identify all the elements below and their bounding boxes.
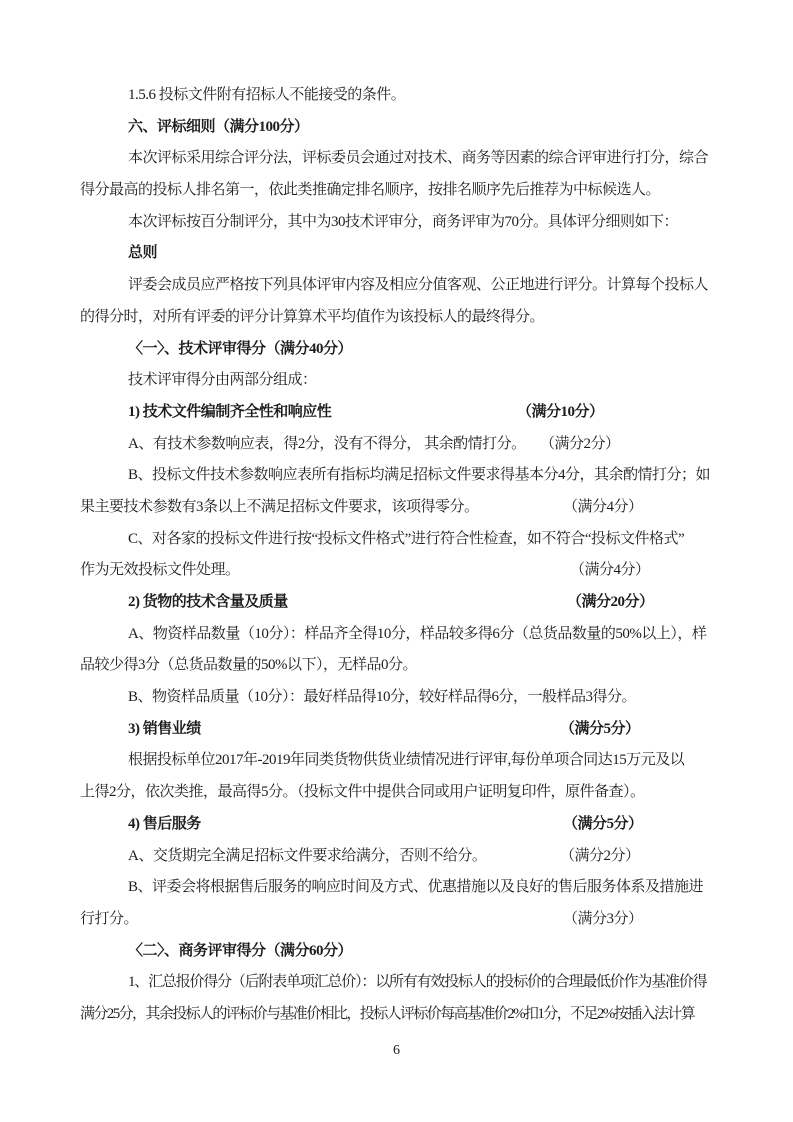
line-text: A、有技术参数响应表，得2分，没有不得分， 其余酌情打分。 <box>128 435 526 452</box>
line-text: A、物资样品数量（10分）：样品齐全得10分，样品较多得6分（总货品数量的50%以上），样 <box>128 625 707 642</box>
line-text: 评委会成员应严格按下列具体评审内容及相应分值客观、公正地进行评分。计算每个投标人 <box>128 277 709 294</box>
score-label: （满分5分） <box>560 720 640 737</box>
score-label: （满分4分） <box>563 498 643 515</box>
line-text: 本次评标按百分制评分，其中为30技术评审分，商务评审为70分。具体评分细则如下： <box>128 213 679 230</box>
line-text: 果主要技术参数有3条以上不满足招标文件要求，该项得零分。 <box>80 498 479 515</box>
line-text: 3) 销售业绩 <box>128 720 201 737</box>
line-text: 满分25分，其余投标人的评标价与基准价相比，投标人评标价每高基准价2%扣1分，不足2%按插入法计算 <box>80 1005 695 1022</box>
line-text: 1) 技术文件编制齐全性和响应性 <box>128 403 332 420</box>
paragraph-line <box>80 524 715 556</box>
paragraph-line <box>80 80 715 112</box>
line-text: 技术评审得分由两部分组成： <box>128 372 317 389</box>
line-text: 根据投标单位2017年-2019年同类货物供货业绩情况进行评审,每份单项合同达15万元及以 <box>128 752 685 769</box>
line-text: 〈二〉、商务评审得分（满分60分） <box>128 942 353 959</box>
line-text: 品较少得3分（总货品数量的50%以下），无样品0分。 <box>80 657 417 674</box>
paragraph-line <box>80 777 715 809</box>
line-text: B、物资样品质量（10分）：最好样品得10分，较好样品得6分，一般样品3得分。 <box>128 689 637 706</box>
paragraph-line <box>80 841 715 873</box>
line-text: B、投标文件技术参数响应表所有指标均满足招标文件要求得基本分4分，其余酌情打分；如 <box>128 467 711 484</box>
line-text: 4) 售后服务 <box>128 815 201 832</box>
line-text: 得分最高的投标人排名第一，依此类推确定排名顺序，按排名顺序先后推荐为中标候选人。 <box>80 182 661 199</box>
paragraph-line <box>80 999 715 1031</box>
score-label: （满分5分） <box>563 815 643 832</box>
item-2-heading <box>80 587 715 619</box>
score-label: （满分3分） <box>563 910 643 927</box>
line-text: 2) 货物的技术含量及质量 <box>128 594 288 610</box>
paragraph-line <box>80 872 715 904</box>
line-text: 六、评标细则（满分100分） <box>128 118 309 135</box>
line-text: 上得2分，依次类推，最高得5分。（投标文件中提供合同或用户证明复印件，原件备查）。 <box>80 784 645 801</box>
item-1-heading <box>80 397 715 429</box>
line-text: C、对各家的投标文件进行按“投标文件格式”进行符合性检查，如不符合“投标文件格式” <box>128 530 685 547</box>
score-label: （满分10分） <box>517 403 604 420</box>
line-text: 的得分时，对所有评委的评分计算算术平均值作为该投标人的最终得分。 <box>80 308 545 325</box>
score-label: （满分20分） <box>567 594 654 610</box>
paragraph-line <box>80 207 715 239</box>
line-text: 本次评标采用综合评分法，评标委员会通过对技术、商务等因素的综合评审进行打分，综合 <box>128 150 709 167</box>
paragraph-line <box>80 967 715 999</box>
paragraph-line <box>80 619 715 651</box>
page-number: 6 <box>393 1043 400 1058</box>
heading-commercial-score <box>80 936 715 968</box>
paragraph-line <box>80 270 715 302</box>
paragraph-line <box>80 745 715 777</box>
line-text: A、交货期完全满足招标文件要求给满分，否则不给分。 <box>128 847 487 864</box>
heading-general-rules <box>80 238 715 270</box>
paragraph-line <box>80 555 715 587</box>
line-text: 〈一〉、技术评审得分（满分40分） <box>128 340 353 357</box>
score-label: （满分2分） <box>540 435 620 452</box>
paragraph-line <box>80 302 715 334</box>
heading-technical-score <box>80 334 715 366</box>
paragraph-line <box>80 650 715 682</box>
paragraph-line <box>80 682 715 714</box>
line-text: 行打分。 <box>80 910 139 927</box>
paragraph-line <box>80 429 715 461</box>
line-text: B、评委会将根据售后服务的响应时间及方式、优惠措施以及良好的售后服务体系及措施进 <box>128 879 704 896</box>
heading-evaluation-rules <box>80 112 715 144</box>
item-3-heading <box>80 714 715 746</box>
score-label: （满分4分） <box>570 562 650 579</box>
line-text: 总则 <box>128 245 158 262</box>
item-4-heading <box>80 809 715 841</box>
score-label: （满分2分） <box>560 847 640 864</box>
line-text: 1.5.6 投标文件附有招标人不能接受的条件。 <box>128 87 406 103</box>
paragraph-line <box>80 492 715 524</box>
paragraph-line <box>80 143 715 175</box>
line-text: 1、汇总报价得分（后附表单项汇总价）：以所有有效投标人的投标价的合理最低价作为基准价得 <box>128 974 707 991</box>
paragraph-line <box>80 175 715 207</box>
line-text: 作为无效投标文件处理。 <box>80 562 240 579</box>
paragraph-line <box>80 460 715 492</box>
paragraph-line <box>80 904 715 936</box>
paragraph-line <box>80 365 715 397</box>
